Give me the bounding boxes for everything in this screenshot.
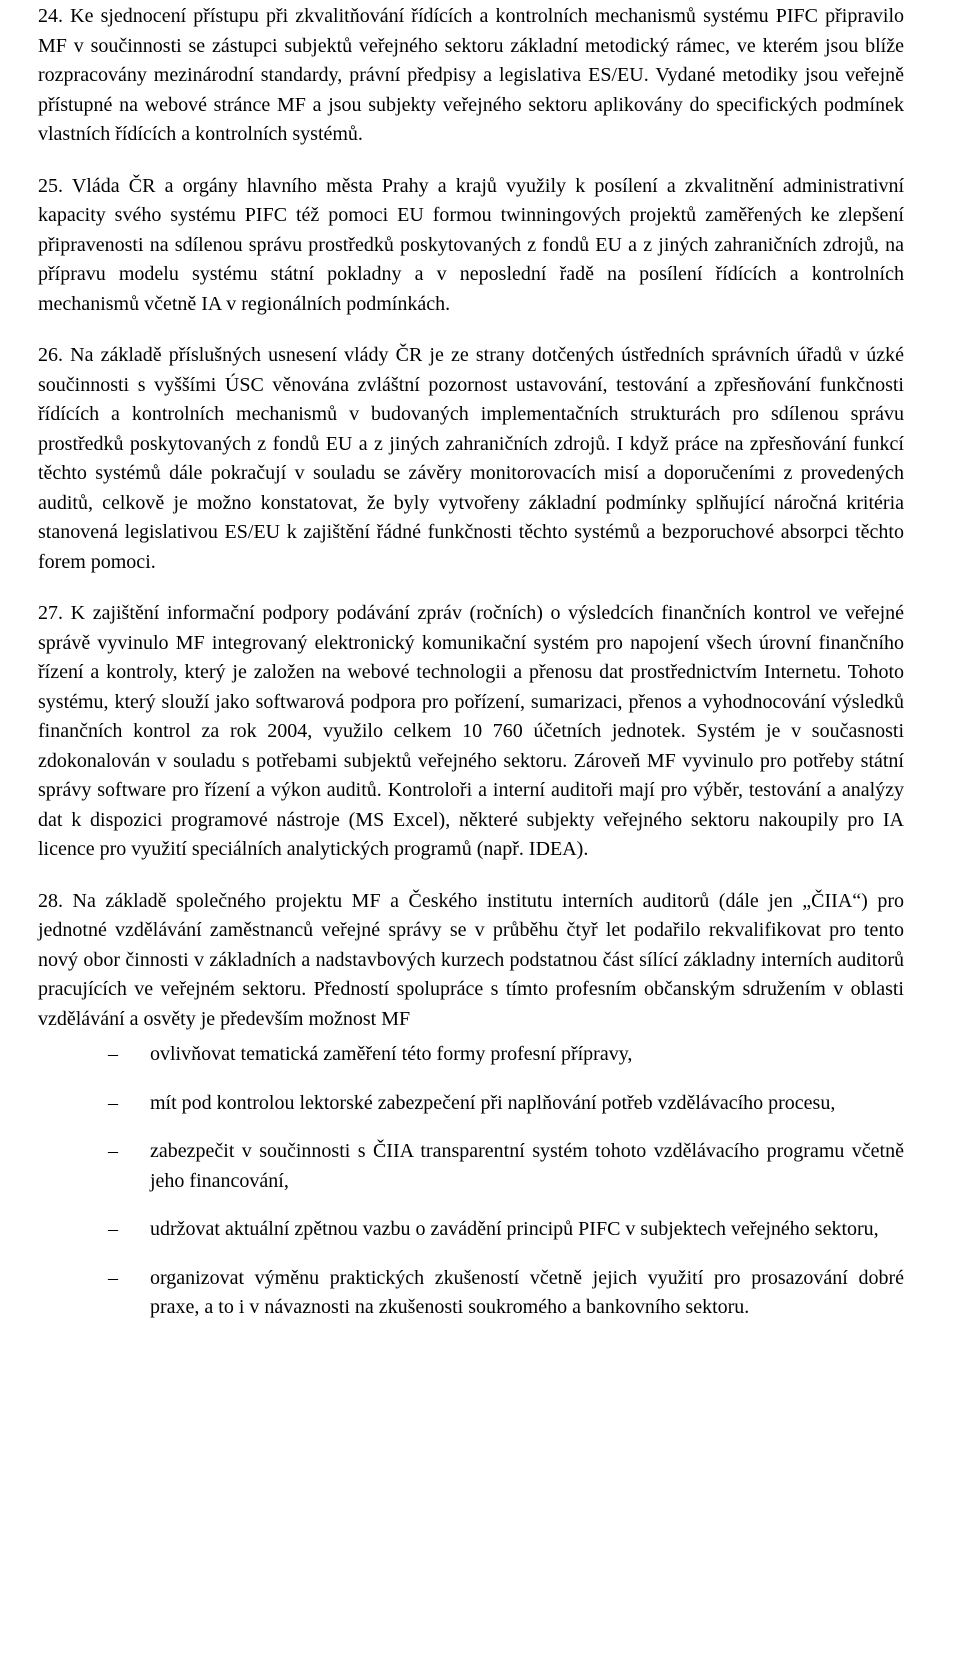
paragraph-text: Ke sjednocení přístupu při zkvalitňování řídících a kontrolních mechanismů systému PIFC připravilo MF v součinnosti se zástupci subjektů veřejného sektoru základní metodický rámec, ve kterém jsou blíže rozpracovány mezinárodní standardy, právní předpisy a legislativa ES/EU. Vydané metodiky jsou veřejně přístupné na webové stránce MF a jsou subjekty veřejného sektoru aplikovány do specifických podmínek vlastních řídících a kontrolních systémů. — [38, 5, 905, 145]
list-item-text: ovlivňovat tematická zaměření této formy profesní přípravy, — [150, 1043, 633, 1065]
paragraph-28 — [38, 887, 904, 1323]
paragraph-text: Na základě příslušných usnesení vlády ČR je ze strany dotčených ústředních správních úřadů v úzké součinnosti s vyššími ÚSC věnována zvláštní pozornost ustavování, testování a zpřesňování funkčnosti řídících a kontrolních mechanismů v budovaných implementačních strukturách pro sdílenou správu prostředků poskytovaných z fondů EU a z jiných zahraničních zdrojů. I když práce na zpřesňování funkcí těchto systémů dále pokračují v souladu se závěry monitorovacích misí a doporučeními z provedených auditů, celkově je možno konstatovat, že byly vytvořeny základní podmínky splňující náročná kritéria stanovená legislativou ES/EU k zajištění řádné funkčnosti těchto systémů a bezporuchové absorpci těchto forem pomoci. — [38, 344, 905, 573]
paragraph-27 — [38, 599, 904, 865]
paragraph-26 — [38, 341, 904, 577]
paragraph-number: 27. — [38, 602, 63, 624]
paragraph-text: Na základě společného projektu MF a Českého institutu interních auditorů (dále jen „ČIIA“) pro jednotné vzdělávání zaměstnanců veřejné správy se v průběhu čtyř let podařilo rekvalifikovat pro tento nový obor činnosti v základních a nadstavbových kurzech podstatnou část sílící základny interních auditorů pracujících ve veřejném sektoru. Předností spolupráce s tímto profesním občanským sdružením v oblasti vzdělávání a osvěty je především možnost MF — [38, 889, 904, 1030]
paragraph-number: 25. — [38, 174, 63, 197]
list-item — [38, 1089, 904, 1119]
dash-marker: – — [108, 1091, 118, 1114]
paragraph-number: 24. — [38, 5, 63, 27]
list-item — [38, 1215, 904, 1245]
list-item-text: udržovat aktuální zpětnou vazbu o zavádění principů PIFC v subjektech veřejného sektoru, — [150, 1218, 879, 1240]
list-item — [38, 1264, 904, 1323]
list-item — [38, 1040, 904, 1070]
bullet-list — [38, 1040, 904, 1323]
dash-marker: – — [108, 1043, 118, 1065]
paragraph-24 — [38, 2, 904, 150]
paragraph-number: 28. — [38, 889, 63, 912]
list-item — [38, 1137, 904, 1196]
paragraph-text: K zajištění informační podpory podávání zpráv (ročních) o výsledcích finančních kontrol ve veřejné správě vyvinulo MF integrovaný elektronický komunikační systém pro napojení všech úrovní finančního řízení a kontroly, který je založen na webové technologii a přenosu dat prostřednictvím Internetu. Tohoto systému, který slouží jako softwarová podpora pro pořízení, sumarizaci, přenos a vyhodnocování výsledků finančních kontrol za rok 2004, využilo celkem 10 760 účetních jednotek. Systém je v současnosti zdokonalován v souladu s potřebami subjektů veřejného sektoru. Zároveň MF vyvinulo pro potřeby státní správy software pro řízení a výkon auditů. Kontroloři a interní auditoři mají pro výběr, testování a analýzy dat k dispozici programové nástroje (MS Excel), některé subjekty veřejného sektoru nakoupily pro IA licence pro využití speciálních analytických programů (např. IDEA). — [38, 602, 905, 860]
list-item-text: organizovat výměnu praktických zkušeností včetně jejich využití pro prosazování dobré praxe, a to i v návaznosti na zkušenosti soukromého a bankovního sektoru. — [150, 1266, 904, 1318]
dash-marker: – — [108, 1266, 118, 1289]
dash-marker: – — [108, 1140, 118, 1162]
list-item-text: zabezpečit v součinnosti s ČIIA transparentní systém tohoto vzdělávacího programu včetně jeho financování, — [150, 1140, 904, 1192]
paragraph-25 — [38, 172, 904, 320]
dash-marker: – — [108, 1218, 118, 1240]
paragraph-number: 26. — [38, 344, 63, 366]
paragraph-text: Vláda ČR a orgány hlavního města Prahy a krajů využily k posílení a zkvalitnění administrativní kapacity svého systému PIFC též pomoci EU formou twinningových projektů zaměřených ke zlepšení připravenosti na sdílenou správu prostředků poskytovaných z fondů EU a z jiných zahraničních zdrojů, na přípravu modelu systému státní pokladny a v neposlední řadě na posílení řídících a kontrolních mechanismů včetně IA v regionálních podmínkách. — [38, 174, 905, 315]
list-item-text: mít pod kontrolou lektorské zabezpečení při naplňování potřeb vzdělávacího procesu, — [150, 1091, 836, 1114]
